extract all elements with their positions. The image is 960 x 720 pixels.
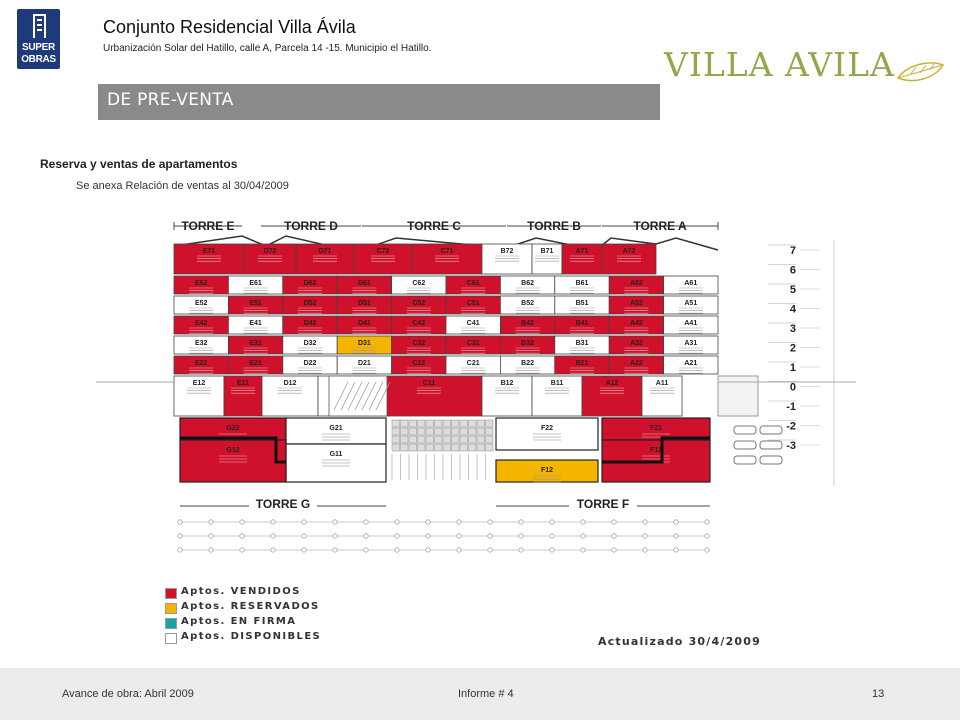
parking-cell: [418, 444, 426, 451]
apartment-code: B12: [500, 380, 514, 387]
apartment-code: B51: [575, 300, 589, 307]
section-note: Se anexa Relación de ventas al 30/04/2009: [76, 180, 289, 192]
apartment-code: B41: [575, 320, 589, 327]
apartment-code: D42: [303, 320, 317, 327]
parking-cell: [418, 420, 426, 427]
axis-marker: [488, 520, 492, 524]
apartment-code: E41: [249, 320, 262, 327]
apartment-code: B32: [521, 340, 535, 347]
axis-marker: [209, 548, 213, 552]
apartment-code: G12: [226, 447, 240, 454]
parking-cell: [418, 428, 426, 435]
parking-cell: [426, 436, 434, 443]
parking-cell: [477, 444, 485, 451]
apartment-code: D32: [303, 340, 317, 347]
apartment-code: A61: [684, 280, 698, 287]
axis-marker: [333, 548, 337, 552]
parking-cell: [401, 428, 409, 435]
parking-cell: [418, 436, 426, 443]
apartment-code: C52: [412, 300, 426, 307]
axis-marker: [271, 548, 275, 552]
car-icon: [734, 426, 756, 434]
section-heading: Reserva y ventas de apartamentos: [40, 157, 238, 171]
apartment-code: B31: [575, 340, 589, 347]
floor-number: 6: [789, 264, 796, 277]
apartment-code: C21: [466, 360, 480, 367]
floor-number: -1: [786, 401, 796, 413]
floor-number: 0: [789, 381, 796, 394]
axis-marker: [364, 520, 368, 524]
villa-avila-logo: [662, 38, 944, 92]
axis-marker: [271, 520, 275, 524]
apartment-code: C41: [466, 320, 480, 327]
page-number: 13: [872, 688, 885, 700]
tower-icon: [33, 14, 46, 38]
apartment-code: F11: [650, 447, 662, 454]
parking-cell: [460, 444, 468, 451]
apartment-code: A12: [605, 380, 619, 387]
apartment-code: B71: [540, 248, 554, 255]
apartment-code: D41: [357, 320, 371, 327]
legend-label: Aptos. DISPONIBLES: [181, 631, 322, 642]
axis-marker: [178, 534, 182, 538]
axis-marker: [550, 548, 554, 552]
axis-marker: [333, 534, 337, 538]
parking-cell: [460, 420, 468, 427]
parking-cell: [443, 436, 451, 443]
building-elevation-plan: [96, 210, 856, 570]
axis-marker: [519, 534, 523, 538]
axis-marker: [178, 548, 182, 552]
axis-marker: [612, 520, 616, 524]
axis-marker: [457, 548, 461, 552]
car-icon: [734, 441, 756, 449]
parking-cell: [409, 444, 417, 451]
axis-marker: [674, 520, 678, 524]
axis-marker: [240, 534, 244, 538]
axis-marker: [705, 520, 709, 524]
apartment-code: E11: [236, 380, 250, 387]
apartment-code: E22: [194, 360, 208, 367]
floor-number: 3: [789, 323, 796, 335]
axis-marker: [178, 520, 182, 524]
parking-cell: [477, 420, 485, 427]
updated-date: Actualizado 30/4/2009: [598, 635, 761, 648]
apartment-code: C22: [412, 360, 426, 367]
legend-label: Aptos. VENDIDOS: [181, 586, 301, 597]
parking-cell: [452, 444, 460, 451]
axis-marker: [705, 548, 709, 552]
axis-marker: [457, 534, 461, 538]
apartment-code: C62: [412, 280, 426, 287]
legend-label: Aptos. EN FIRMA: [181, 616, 297, 627]
apartment-code: B62: [521, 280, 535, 287]
axis-marker: [581, 534, 585, 538]
logo-text-bottom: OBRAS: [21, 54, 56, 65]
parking-cell: [409, 436, 417, 443]
apartment-code: A42: [629, 320, 643, 327]
parking-cell: [392, 420, 400, 427]
apartment-code: E32: [194, 340, 208, 347]
super-obras-logo: [17, 9, 60, 69]
apartment-code: G22: [226, 425, 240, 432]
axis-marker: [364, 534, 368, 538]
parking-cell: [486, 428, 494, 435]
legend-swatch: [165, 618, 177, 629]
apartment-code: C72: [376, 248, 390, 255]
car-icon: [760, 426, 782, 434]
footer: [0, 668, 960, 720]
axis-marker: [395, 548, 399, 552]
floor-number: -2: [786, 420, 796, 433]
apartment-code: G11: [329, 451, 343, 458]
axis-marker: [364, 548, 368, 552]
apartment-code: D62: [303, 280, 317, 287]
axis-marker: [426, 548, 430, 552]
apartment-code: E42: [194, 320, 208, 327]
apartment-code: A52: [629, 300, 643, 307]
apartment-code: A11: [655, 380, 669, 387]
parking-cell: [452, 436, 460, 443]
footer-report: Informe # 4: [458, 688, 514, 700]
apartment-code: D22: [303, 360, 317, 367]
tower-label: TORRE E: [181, 219, 235, 233]
parking-cell: [486, 436, 494, 443]
apartment-code: E21: [249, 360, 262, 367]
axis-marker: [519, 548, 523, 552]
apartment-code: E31: [249, 340, 262, 347]
axis-marker: [271, 534, 275, 538]
apartment-code: C71: [440, 248, 454, 255]
parking-cell: [401, 436, 409, 443]
parking-cell: [426, 444, 434, 451]
floor-number: 5: [789, 284, 796, 296]
apartment-code: D51: [357, 300, 371, 307]
apartment-code: D61: [357, 280, 371, 287]
axis-marker: [550, 520, 554, 524]
parking-cell: [443, 420, 451, 427]
parking-cell: [435, 420, 443, 427]
tower-label: TORRE B: [527, 219, 581, 233]
tower-label: TORRE A: [633, 219, 687, 233]
car-icon: [760, 441, 782, 449]
apartment-code: D72: [263, 248, 277, 255]
axis-marker: [643, 520, 647, 524]
parking-cell: [401, 420, 409, 427]
apartment-code: B21: [575, 360, 589, 367]
tower-label: TORRE C: [407, 219, 461, 233]
apartment-code: B52: [521, 300, 535, 307]
car-icon: [760, 456, 782, 464]
legend-label: Aptos. RESERVADOS: [181, 601, 320, 612]
axis-marker: [581, 548, 585, 552]
banner-label: DE PRE-VENTA: [107, 90, 234, 110]
apartment-code: D31: [357, 340, 371, 347]
parking-cell: [443, 444, 451, 451]
logo-text-top: SUPER: [22, 42, 55, 53]
parking-cell: [409, 428, 417, 435]
axis-marker: [240, 548, 244, 552]
tower-label: TORRE D: [284, 219, 338, 233]
parking-cell: [477, 436, 485, 443]
axis-marker: [488, 548, 492, 552]
parking-cell: [469, 444, 477, 451]
parking-cell: [460, 428, 468, 435]
apartment-code: G21: [329, 425, 343, 432]
apartment-code: A72: [622, 248, 636, 255]
floor-number: -3: [786, 440, 796, 452]
apartment-code: D71: [318, 248, 332, 255]
legend-swatch: [165, 633, 177, 644]
legend-swatch: [165, 603, 177, 614]
apartment-code: C42: [412, 320, 426, 327]
apartment-code: F21: [649, 425, 663, 432]
apartment-code: E71: [202, 248, 216, 255]
apartment-code: E12: [192, 380, 206, 387]
axis-marker: [302, 534, 306, 538]
axis-marker: [209, 534, 213, 538]
apartment-code: C31: [466, 340, 480, 347]
parking-cell: [469, 428, 477, 435]
parking-cell: [486, 420, 494, 427]
parking-cell: [452, 428, 460, 435]
axis-marker: [395, 534, 399, 538]
axis-marker: [426, 534, 430, 538]
floor-number: 1: [789, 362, 796, 374]
axis-marker: [550, 534, 554, 538]
car-icon: [734, 456, 756, 464]
axis-marker: [519, 520, 523, 524]
floor-number: 7: [789, 245, 796, 257]
footer-left: Avance de obra: Abril 2009: [62, 688, 194, 700]
parking-cell: [443, 428, 451, 435]
tower-label: TORRE F: [576, 497, 630, 511]
brand-text: VILLA AVILA: [664, 45, 895, 84]
axis-marker: [674, 548, 678, 552]
parking-cell: [401, 444, 409, 451]
apartment-code: A41: [684, 320, 698, 327]
apartment-code: D21: [357, 360, 371, 367]
tower-label: TORRE G: [255, 497, 311, 511]
section-banner: [98, 84, 660, 120]
page-subtitle: Urbanización Solar del Hatillo, calle A, Parcela 14 -15. Municipio el Hatillo.: [103, 43, 432, 54]
lobby-area: [329, 376, 387, 416]
floor-number: 4: [789, 303, 796, 316]
parking-cell: [477, 428, 485, 435]
apartment-code: A32: [629, 340, 643, 347]
axis-marker: [302, 520, 306, 524]
axis-marker: [302, 548, 306, 552]
axis-marker: [240, 520, 244, 524]
parking-cell: [392, 428, 400, 435]
apartment-code: E51: [249, 300, 262, 307]
axis-marker: [612, 548, 616, 552]
axis-marker: [674, 534, 678, 538]
apartment-code: C11: [422, 380, 436, 387]
axis-marker: [209, 520, 213, 524]
apartment-code: A22: [629, 360, 643, 367]
apartment-code: A51: [684, 300, 698, 307]
apartment-code: B61: [575, 280, 589, 287]
parking-cell: [452, 420, 460, 427]
parking-cell: [409, 420, 417, 427]
apartment-code: D52: [303, 300, 317, 307]
parking-cell: [435, 436, 443, 443]
apartment-code: A62: [629, 280, 643, 287]
parking-cell: [460, 436, 468, 443]
apartment-code: B72: [500, 248, 514, 255]
axis-marker: [395, 520, 399, 524]
axis-marker: [457, 520, 461, 524]
parking-cell: [426, 420, 434, 427]
parking-cell: [392, 436, 400, 443]
parking-cell: [392, 444, 400, 451]
parking-cell: [435, 444, 443, 451]
apartment-code: D12: [283, 380, 297, 387]
floor-number: 2: [789, 342, 796, 355]
apartment-code: A71: [575, 248, 589, 255]
parking-cell: [469, 436, 477, 443]
axis-marker: [333, 520, 337, 524]
page-title: Conjunto Residencial Villa Ávila: [103, 17, 356, 37]
axis-marker: [426, 520, 430, 524]
axis-marker: [705, 534, 709, 538]
apartment-code: A31: [684, 340, 698, 347]
apartment-code: B11: [550, 380, 564, 387]
apartment-code: F22: [540, 425, 554, 432]
apartment-code: E62: [194, 280, 208, 287]
axis-marker: [612, 534, 616, 538]
apartment-code: C61: [466, 280, 480, 287]
axis-marker: [581, 520, 585, 524]
parking-cell: [426, 428, 434, 435]
apartment-code: E61: [249, 280, 262, 287]
apartment-code: C32: [412, 340, 426, 347]
parking-cell: [469, 420, 477, 427]
apartment-code: F12: [540, 467, 554, 474]
parking-cell: [486, 444, 494, 451]
apartment-code: A21: [684, 360, 698, 367]
parking-cell: [435, 428, 443, 435]
axis-marker: [488, 534, 492, 538]
apartment-code: B22: [521, 360, 535, 367]
apartment-code: E52: [194, 300, 208, 307]
axis-marker: [643, 548, 647, 552]
apartment-code: C51: [466, 300, 480, 307]
legend-swatch: [165, 588, 177, 599]
axis-marker: [643, 534, 647, 538]
apartment-code: B42: [521, 320, 535, 327]
